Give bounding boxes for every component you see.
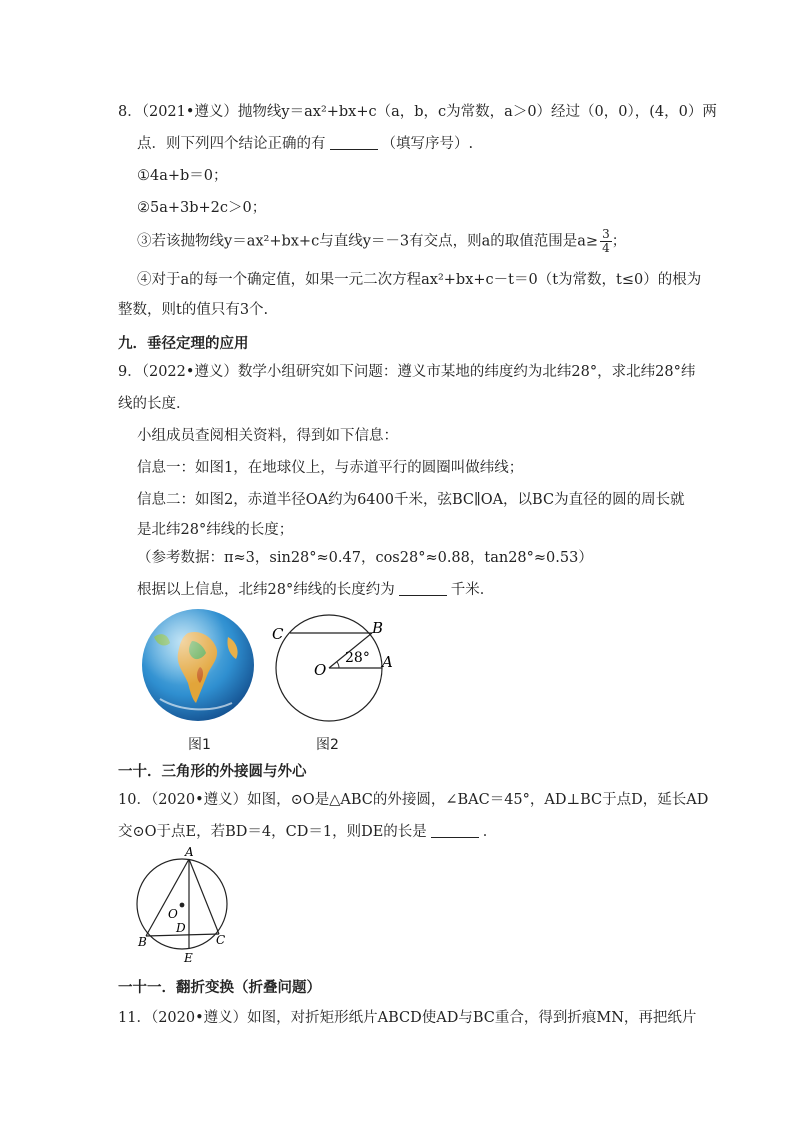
label-C: C	[272, 625, 284, 643]
label-A: A	[382, 653, 393, 671]
figure-2-caption: 图2	[316, 737, 339, 753]
q9-line6: 是北纬28°纬线的长度；	[137, 522, 294, 538]
q9-line8	[137, 580, 494, 600]
globe-figure	[140, 607, 256, 723]
q9-line2: 线的长度．	[118, 396, 191, 412]
label-A: A	[185, 845, 194, 859]
q8-line2	[137, 134, 473, 154]
q8-option-3-pre: ③若该抛物线y＝ax²+bx+c与直线y＝－3有交点，则a的取值范围是a≥	[137, 233, 599, 250]
label-O: O	[314, 661, 327, 679]
q10-line2	[118, 822, 497, 842]
label-B: B	[138, 935, 147, 949]
q8-option-1: ①4a+b＝0；	[137, 168, 228, 184]
label-C: C	[216, 933, 226, 947]
q9-line5: 信息二：如图2，赤道半径OA约为6400千米，弦BC∥OA，以BC为直径的圆的周长就	[137, 492, 685, 508]
latitude-circle-diagram	[266, 612, 396, 722]
label-B: B	[372, 619, 384, 637]
q9-line8-pre: 根据以上信息，北纬28°纬线的长度约为	[137, 582, 395, 598]
q8-option-3	[137, 228, 626, 255]
q9-line7: （参考数据：π≈3，sin28°≈0.47，cos28°≈0.88，tan28°≈0.53）	[137, 550, 593, 566]
q8-option-4-line2: 整数，则t的值只有3个.	[118, 302, 269, 318]
q10-line2-post: ．	[482, 824, 498, 840]
q10-answer-blank	[431, 823, 479, 838]
q8-option-4-line1: ④对于a的每一个确定值，如果一元二次方程ax²+bx+c－t＝0（t为常数，t≤0）的根为	[137, 272, 702, 288]
fraction-three-quarters: $\frac{3}{4}$	[602, 227, 610, 255]
label-E: E	[184, 951, 193, 965]
q9-line8-post: 千米．	[450, 582, 495, 598]
q9-line3: 小组成员查阅相关资料，得到如下信息：	[137, 428, 398, 444]
q8-answer-blank	[330, 135, 378, 150]
q8-option-2: ②5a+3b+2c＞0；	[137, 200, 267, 216]
q10-line1: 10．（2020•遵义）如图，⊙O是△ABC的外接圆，∠BAC＝45°，AD⊥BC于点D，延长AD	[118, 792, 709, 808]
label-O: O	[168, 907, 178, 921]
q9-line4: 信息一：如图1，在地球仪上，与赤道平行的圆圈叫做纬线；	[137, 460, 524, 476]
q11-line1: 11．（2020•遵义）如图，对折矩形纸片ABCD使AD与BC重合，得到折痕MN，再把纸片	[118, 1010, 697, 1026]
q8-line2-pre: 点．则下列四个结论正确的有	[137, 136, 326, 152]
q8-line2-post: （填写序号）.	[381, 136, 474, 152]
angle-label: 28°	[345, 650, 370, 666]
label-D: D	[176, 921, 186, 935]
q8-option-3-post: ；	[611, 233, 627, 250]
figure-1-caption: 图1	[188, 737, 211, 753]
section-heading-11: 一十一．翻折变换（折叠问题）	[118, 980, 321, 996]
circumcircle-diagram	[130, 842, 240, 966]
section-heading-9: 九．垂径定理的应用	[118, 336, 249, 352]
q10-line2-pre: 交⊙O于点E，若BD＝4，CD＝1，则DE的长是	[118, 824, 427, 840]
q9-line1: 9．（2022•遵义）数学小组研究如下问题：遵义市某地的纬度约为北纬28°，求北纬28°纬	[118, 364, 696, 380]
q9-answer-blank	[399, 581, 447, 596]
q8-line1: 8．（2021•遵义）抛物线y＝ax²+bx+c（a，b，c为常数，a＞0）经过（0，0），(4，0）两	[118, 104, 717, 120]
section-heading-10: 一十．三角形的外接圆与外心	[118, 764, 307, 780]
